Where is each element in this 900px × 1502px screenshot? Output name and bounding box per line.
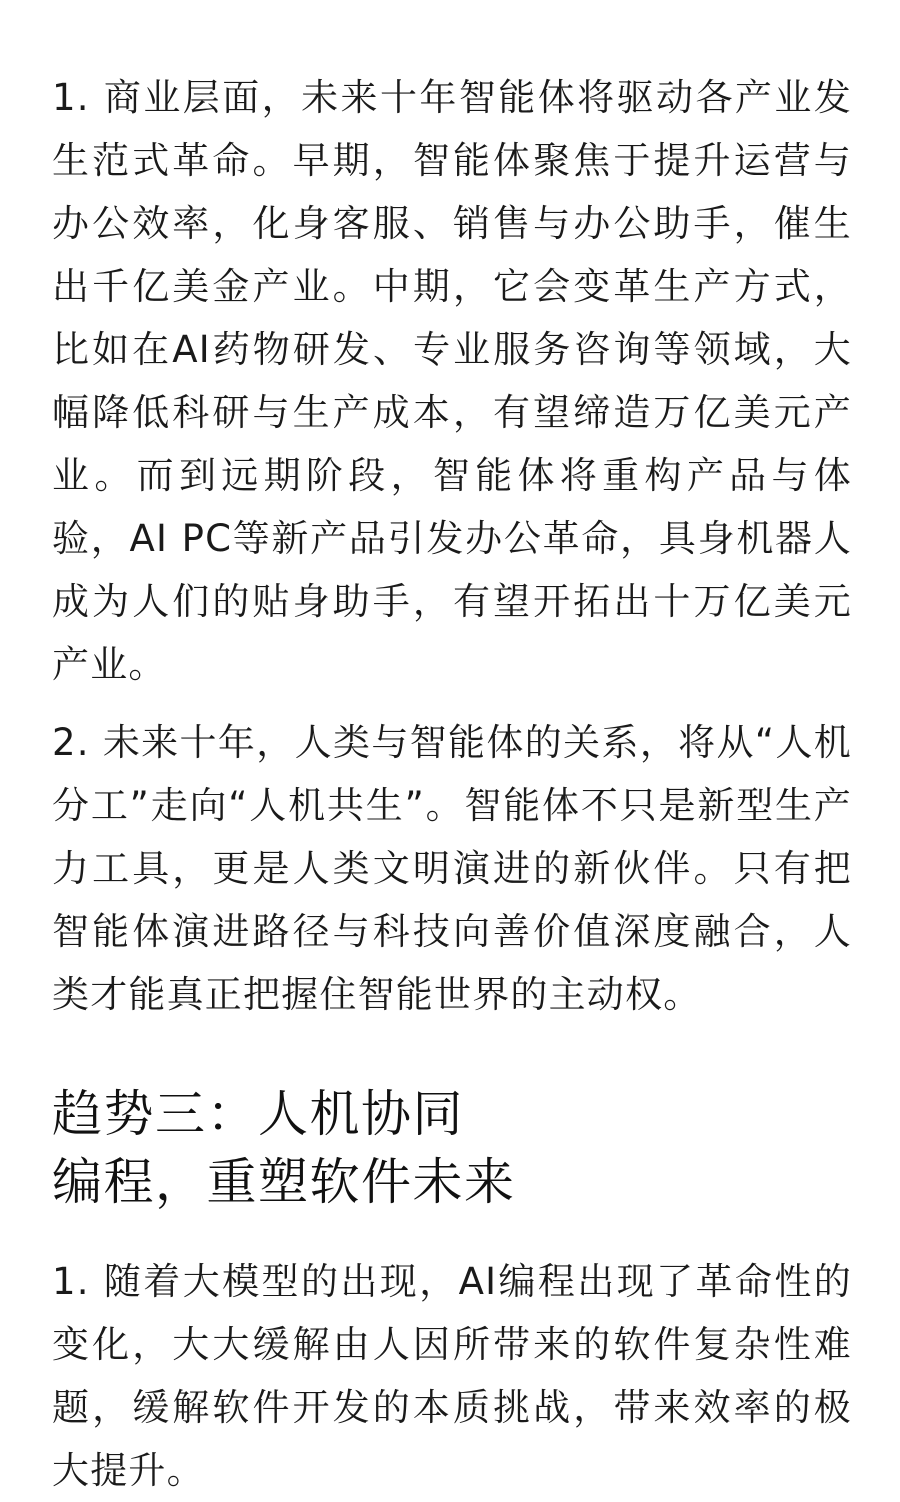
section-heading [52, 1080, 852, 1216]
section-heading-line-1: 趋势三：人机协同 [52, 1085, 464, 1143]
paragraph-business: 1. 商业层面，未来十年智能体将驱动各产业发生范式革命。早期，智能体聚焦于提升运营与办公效率，化身客服、销售与办公助手，催生出千亿美金产业。中期，它会变革生产方式，比如在AI药物研发、专业服务咨询等领域，大幅降低科研与生产成本，有望缔造万亿美元产业。而到远期阶段，智能体将重构产品与体验，AI PC等新产品引发办公革命，具身机器人成为人们的贴身助手，有望开拓出十万亿美元产业。 [52, 76, 852, 686]
article-body [52, 66, 852, 1502]
paragraph-human-agent-relation: 2. 未来十年，人类与智能体的关系，将从“人机分工”走向“人机共生”。智能体不只是新型生产力工具，更是人类文明演进的新伙伴。只有把智能体演进路径与科技向善价值深度融合，人类才能真正把握住智能世界的主动权。 [52, 721, 852, 1016]
section-heading-line-2: 编程，重塑软件未来 [52, 1153, 516, 1211]
paragraph-ai-programming: 1. 随着大模型的出现，AI编程出现了革命性的变化，大大缓解由人因所带来的软件复杂性难题，缓解软件开发的本质挑战，带来效率的极大提升。 [52, 1260, 852, 1492]
